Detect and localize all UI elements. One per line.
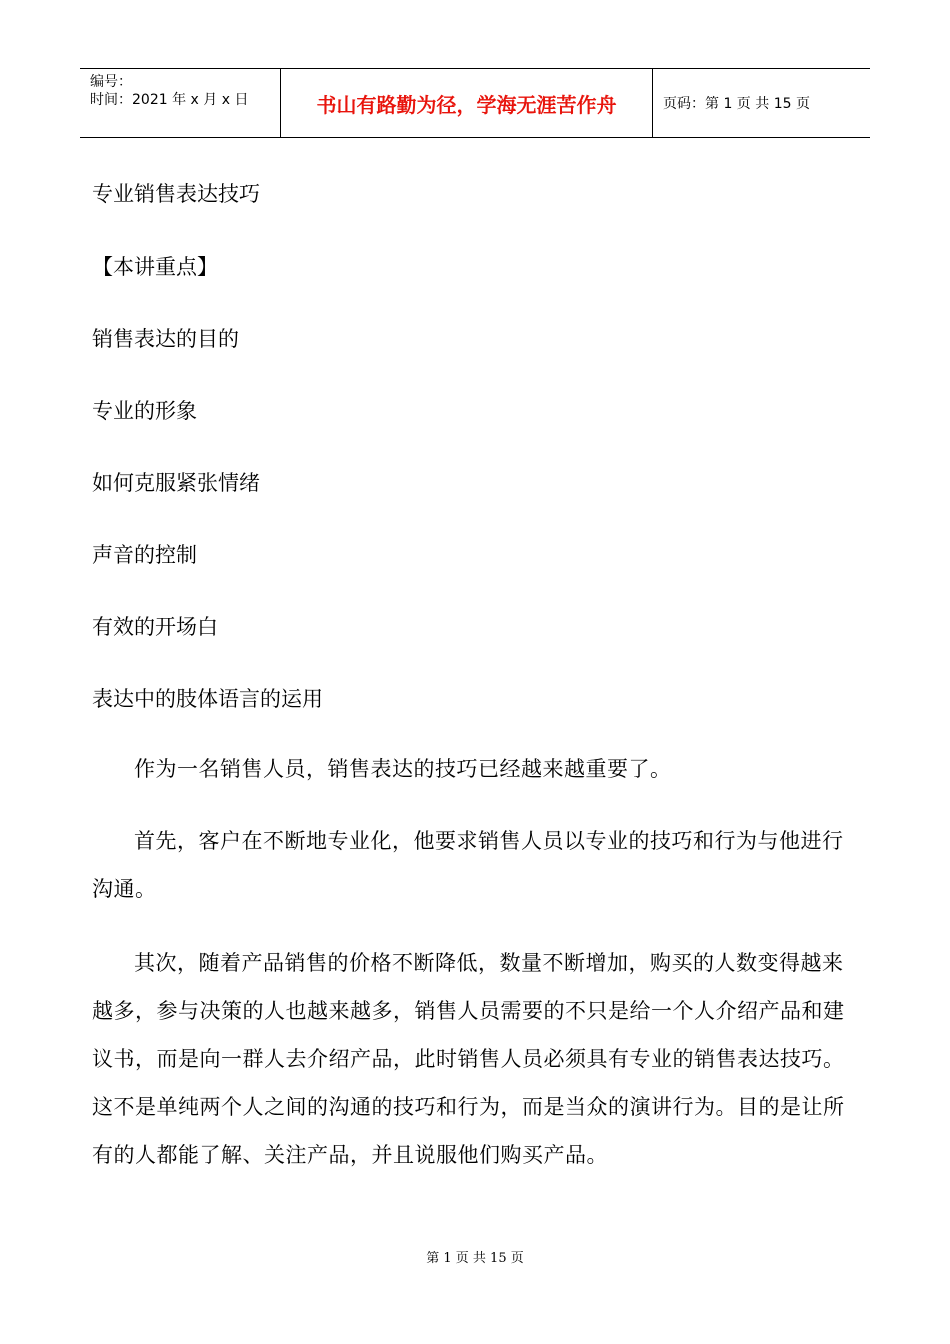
section-heading: 【本讲重点】 [92, 255, 218, 279]
document-date-label: 时间：2021 年 x 月 x 日 [90, 92, 249, 108]
page-footer: 第 1 页 共 15 页 [426, 1251, 524, 1266]
header-motto: 书山有路勤为径，学海无涯苦作舟 [281, 69, 653, 137]
key-point: 如何克服紧张情绪 [92, 471, 260, 495]
header-page-info: 页码：第 1 页 共 15 页 [663, 96, 810, 112]
body-paragraph: 首先，客户在不断地专业化，他要求销售人员以专业的技巧和行为与他进行沟通。 [92, 829, 844, 901]
body-paragraph: 作为一名销售人员，销售表达的技巧已经越来越重要了。 [134, 757, 672, 781]
key-point: 销售表达的目的 [92, 327, 239, 351]
page-header [80, 68, 870, 138]
document-number-label: 编号： [90, 74, 132, 90]
body-paragraph: 其次，随着产品销售的价格不断降低，数量不断增加，购买的人数变得越来越多，参与决策的人也越来越多，销售人员需要的不只是给一个人介绍产品和建议书，而是向一群人去介绍产品，此时销售人员必须具有专业的销售表达技巧。这不是单纯两个人之间的沟通的技巧和行为，而是当众的演讲行为。目的是让所有的人都能了解、关注产品，并且说服他们购买产品。 [92, 951, 845, 1167]
document-title: 专业销售表达技巧 [92, 182, 260, 206]
key-point: 专业的形象 [92, 399, 197, 423]
key-point: 声音的控制 [92, 543, 197, 567]
key-point: 表达中的肢体语言的运用 [92, 687, 323, 711]
header-meta [80, 69, 281, 137]
key-point: 有效的开场白 [92, 615, 218, 639]
